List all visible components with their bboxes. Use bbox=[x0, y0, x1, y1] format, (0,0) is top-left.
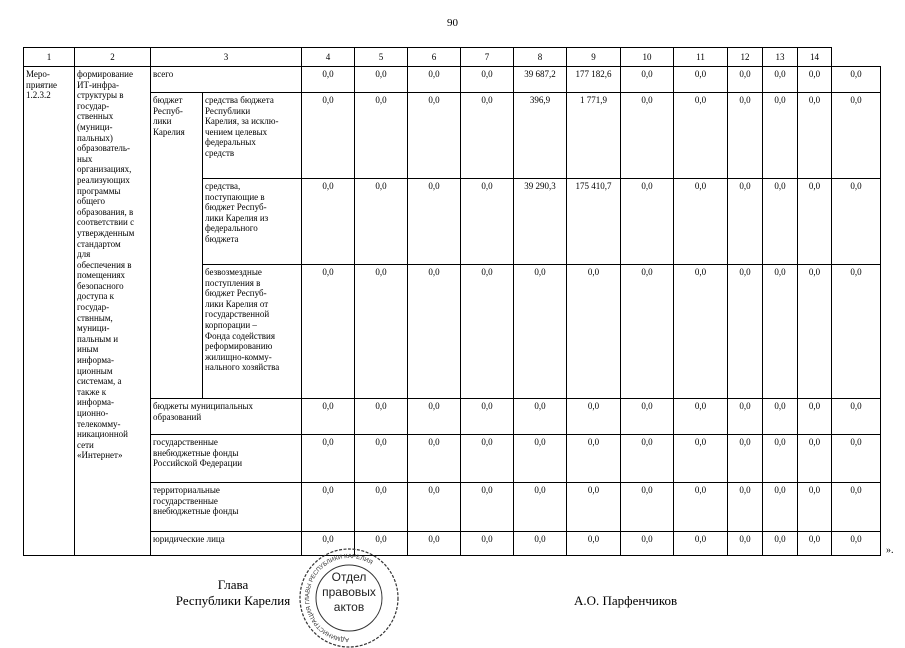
value-cell: 0,0 bbox=[763, 435, 798, 483]
value-cell: 1 771,9 bbox=[567, 93, 621, 179]
value-cell: 0,0 bbox=[302, 483, 355, 532]
value-cell: 0,0 bbox=[302, 179, 355, 265]
value-cell: 0,0 bbox=[355, 67, 408, 93]
value-cell: 0,0 bbox=[798, 532, 832, 556]
official-stamp bbox=[293, 548, 405, 648]
value-cell: 0,0 bbox=[461, 399, 514, 435]
col-header-12: 12 bbox=[728, 48, 763, 67]
col-header-13: 13 bbox=[763, 48, 798, 67]
value-cell: 0,0 bbox=[408, 399, 461, 435]
value-cell: 0,0 bbox=[674, 483, 728, 532]
value-cell: 0,0 bbox=[832, 435, 881, 483]
value-cell: 0,0 bbox=[763, 179, 798, 265]
value-cell: 0,0 bbox=[567, 399, 621, 435]
value-cell: 0,0 bbox=[408, 265, 461, 399]
value-cell: 0,0 bbox=[408, 93, 461, 179]
value-cell: 0,0 bbox=[514, 532, 567, 556]
value-cell: 0,0 bbox=[408, 435, 461, 483]
value-cell: 0,0 bbox=[674, 265, 728, 399]
value-cell: 0,0 bbox=[621, 179, 674, 265]
value-cell: 0,0 bbox=[832, 93, 881, 179]
value-cell: 0,0 bbox=[461, 67, 514, 93]
page-number: 90 bbox=[447, 17, 458, 29]
value-cell: 0,0 bbox=[355, 435, 408, 483]
value-cell: 0,0 bbox=[621, 93, 674, 179]
value-cell: 0,0 bbox=[728, 399, 763, 435]
value-cell: 0,0 bbox=[567, 483, 621, 532]
value-cell: 0,0 bbox=[798, 179, 832, 265]
value-cell: 0,0 bbox=[621, 435, 674, 483]
value-cell: 0,0 bbox=[674, 67, 728, 93]
value-cell: 39 290,3 bbox=[514, 179, 567, 265]
stamp-ring-text: АДМИНИСТРАЦИЯ ГЛАВЫ РЕСПУБЛИКИ КАРЕЛИЯ bbox=[305, 553, 374, 643]
col-header-7: 7 bbox=[461, 48, 514, 67]
value-cell: 0,0 bbox=[798, 399, 832, 435]
value-cell: 0,0 bbox=[798, 483, 832, 532]
value-cell: 0,0 bbox=[728, 483, 763, 532]
value-cell: 0,0 bbox=[461, 435, 514, 483]
source-label: безвозмездные поступления в бюджет Респуб- лики Карелия от государственной корпорации – Фонда содействия реформированию жилищно-комму- нального хозяйства bbox=[203, 265, 302, 399]
col-header-4: 4 bbox=[302, 48, 355, 67]
value-cell: 0,0 bbox=[621, 265, 674, 399]
value-cell: 0,0 bbox=[728, 532, 763, 556]
value-cell: 0,0 bbox=[302, 67, 355, 93]
value-cell: 0,0 bbox=[621, 483, 674, 532]
value-cell: 0,0 bbox=[567, 532, 621, 556]
value-cell: 0,0 bbox=[763, 265, 798, 399]
table-row bbox=[24, 67, 881, 93]
value-cell: 0,0 bbox=[355, 532, 408, 556]
col-header-6: 6 bbox=[408, 48, 461, 67]
table-row bbox=[24, 399, 881, 435]
value-cell: 0,0 bbox=[832, 67, 881, 93]
table-row bbox=[24, 435, 881, 483]
closing-quote-mark: ». bbox=[886, 545, 894, 556]
value-cell: 175 410,7 bbox=[567, 179, 621, 265]
value-cell: 0,0 bbox=[355, 265, 408, 399]
source-label: средства, поступающие в бюджет Респуб- лики Карелия из федерального бюджета bbox=[203, 179, 302, 265]
value-cell: 0,0 bbox=[461, 93, 514, 179]
stamp-center-line-2: правовых bbox=[322, 585, 376, 599]
signatory-name: А.О. Парфенчиков bbox=[574, 593, 678, 608]
source-label: государственные внебюджетные фонды Российской Федерации bbox=[151, 435, 302, 483]
value-cell: 0,0 bbox=[355, 179, 408, 265]
value-cell: 0,0 bbox=[763, 483, 798, 532]
value-cell: 0,0 bbox=[728, 93, 763, 179]
table-row bbox=[24, 532, 881, 556]
value-cell: 0,0 bbox=[832, 532, 881, 556]
value-cell: 0,0 bbox=[832, 483, 881, 532]
col-header-10: 10 bbox=[621, 48, 674, 67]
value-cell: 0,0 bbox=[763, 532, 798, 556]
value-cell: 0,0 bbox=[514, 265, 567, 399]
source-label: бюджеты муниципальных образований bbox=[151, 399, 302, 435]
value-cell: 0,0 bbox=[408, 179, 461, 265]
value-cell: 0,0 bbox=[763, 399, 798, 435]
funding-table bbox=[23, 47, 881, 556]
value-cell: 0,0 bbox=[567, 435, 621, 483]
value-cell: 0,0 bbox=[728, 67, 763, 93]
value-cell: 0,0 bbox=[461, 483, 514, 532]
value-cell: 0,0 bbox=[832, 399, 881, 435]
col-header-3: 3 bbox=[151, 48, 302, 67]
value-cell: 177 182,6 bbox=[567, 67, 621, 93]
value-cell: 0,0 bbox=[832, 265, 881, 399]
value-cell: 0,0 bbox=[355, 483, 408, 532]
value-cell: 0,0 bbox=[302, 399, 355, 435]
value-cell: 0,0 bbox=[832, 179, 881, 265]
value-cell: 0,0 bbox=[461, 265, 514, 399]
column-number-row bbox=[24, 48, 881, 67]
value-cell: 0,0 bbox=[728, 265, 763, 399]
signatory-position: Глава Республики Карелия bbox=[175, 577, 291, 608]
value-cell: 0,0 bbox=[798, 67, 832, 93]
measure-code: Меро- приятие 1.2.3.2 bbox=[24, 67, 75, 556]
stamp-center-line-1: Отдел bbox=[331, 570, 367, 584]
value-cell: 0,0 bbox=[728, 435, 763, 483]
measure-description: формирование ИТ-инфра- структуры в государ- ственных (муници- пальных) образователь- ных организациях, реализующих программы общего образования, в соответствии с утвержденным стандартом для обеспечения в помещениях безопасного доступа к государ- ствнным, муници- пальным и иным информа- ционным системам, а также к информа- ционно- телекомму- никационной сети «Интернет» bbox=[75, 67, 151, 556]
value-cell: 0,0 bbox=[674, 532, 728, 556]
source-label: средства бюджета Республики Карелия, за исклю- чением целевых федеральных средств bbox=[203, 93, 302, 179]
col-header-8: 8 bbox=[514, 48, 567, 67]
value-cell: 0,0 bbox=[461, 532, 514, 556]
value-cell: 0,0 bbox=[674, 179, 728, 265]
value-cell: 0,0 bbox=[621, 399, 674, 435]
value-cell: 0,0 bbox=[728, 179, 763, 265]
col-header-9: 9 bbox=[567, 48, 621, 67]
source-label: юридические лица bbox=[151, 532, 302, 556]
source-label: всего bbox=[151, 67, 302, 93]
source-label: территориальные государственные внебюджетные фонды bbox=[151, 483, 302, 532]
value-cell: 0,0 bbox=[763, 93, 798, 179]
value-cell: 0,0 bbox=[302, 265, 355, 399]
value-cell: 39 687,2 bbox=[514, 67, 567, 93]
value-cell: 0,0 bbox=[408, 532, 461, 556]
value-cell: 0,0 bbox=[514, 483, 567, 532]
value-cell: 0,0 bbox=[798, 265, 832, 399]
value-cell: 0,0 bbox=[798, 93, 832, 179]
stamp-center-line-3: актов bbox=[333, 600, 365, 614]
value-cell: 396,9 bbox=[514, 93, 567, 179]
value-cell: 0,0 bbox=[408, 483, 461, 532]
value-cell: 0,0 bbox=[408, 67, 461, 93]
value-cell: 0,0 bbox=[674, 435, 728, 483]
budget-group-label: бюджет Респуб- лики Карелия bbox=[151, 93, 203, 399]
value-cell: 0,0 bbox=[355, 93, 408, 179]
value-cell: 0,0 bbox=[674, 93, 728, 179]
value-cell: 0,0 bbox=[567, 265, 621, 399]
value-cell: 0,0 bbox=[461, 179, 514, 265]
value-cell: 0,0 bbox=[763, 67, 798, 93]
table-row bbox=[24, 93, 881, 179]
value-cell: 0,0 bbox=[514, 399, 567, 435]
value-cell: 0,0 bbox=[798, 435, 832, 483]
value-cell: 0,0 bbox=[514, 435, 567, 483]
value-cell: 0,0 bbox=[302, 532, 355, 556]
value-cell: 0,0 bbox=[355, 399, 408, 435]
col-header-14: 14 bbox=[798, 48, 832, 67]
value-cell: 0,0 bbox=[302, 435, 355, 483]
value-cell: 0,0 bbox=[302, 93, 355, 179]
value-cell: 0,0 bbox=[674, 399, 728, 435]
value-cell: 0,0 bbox=[621, 532, 674, 556]
col-header-5: 5 bbox=[355, 48, 408, 67]
value-cell: 0,0 bbox=[621, 67, 674, 93]
table-row bbox=[24, 483, 881, 532]
col-header-1: 1 bbox=[24, 48, 75, 67]
col-header-11: 11 bbox=[674, 48, 728, 67]
col-header-2: 2 bbox=[75, 48, 151, 67]
